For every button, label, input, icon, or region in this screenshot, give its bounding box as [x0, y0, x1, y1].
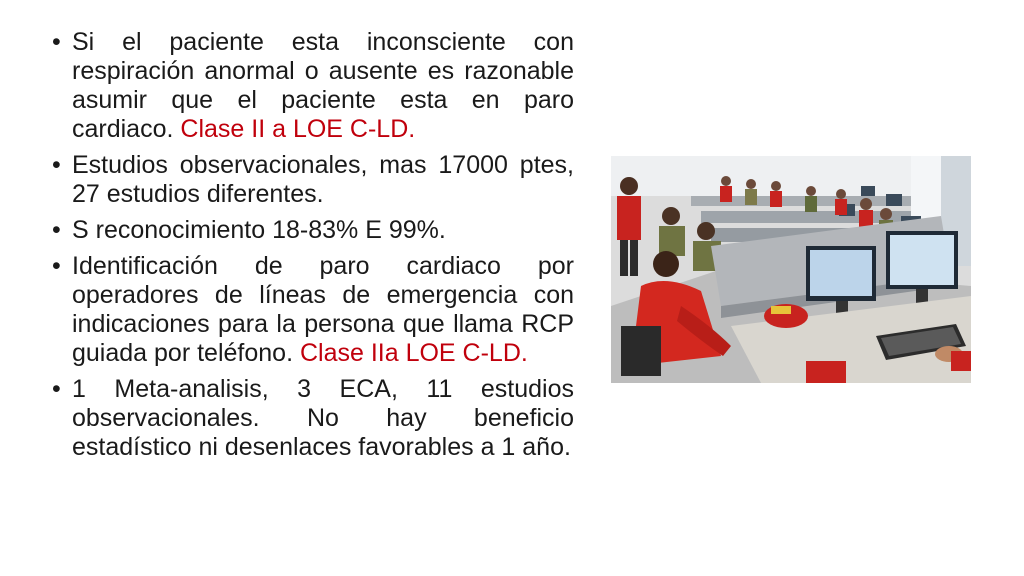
- bullet-item: [52, 151, 574, 209]
- bullet-list: [52, 28, 574, 469]
- bullet-text: 1 Meta-analisis, 3 ECA, 11 estudios observacionales. No hay beneficio estadístico ni desenlaces favorables a 1 año.: [72, 375, 574, 461]
- bullet-item: [52, 28, 574, 144]
- bullet-text: Si el paciente esta inconsciente con respiración anormal o ausente es razonable asumir que el paciente esta en paro cardiaco.: [72, 28, 574, 143]
- bullet-item: [52, 216, 574, 245]
- bullet-text: S reconocimiento 18-83% E 99%.: [72, 216, 446, 244]
- call-center-photo: [611, 156, 971, 383]
- bullet-text: Estudios observacionales, mas 17000 ptes, 27 estudios diferentes.: [72, 151, 574, 208]
- bullet-highlight: Clase II a LOE C-LD.: [180, 115, 416, 143]
- bullet-text: Identificación de paro cardiaco por operadores de líneas de emergencia con indicaciones para la persona que llama RCP guiada por teléfono.: [72, 252, 574, 367]
- bullet-item: [52, 252, 574, 368]
- bullet-item: [52, 375, 574, 462]
- bullet-highlight: Clase IIa LOE C-LD.: [299, 339, 528, 367]
